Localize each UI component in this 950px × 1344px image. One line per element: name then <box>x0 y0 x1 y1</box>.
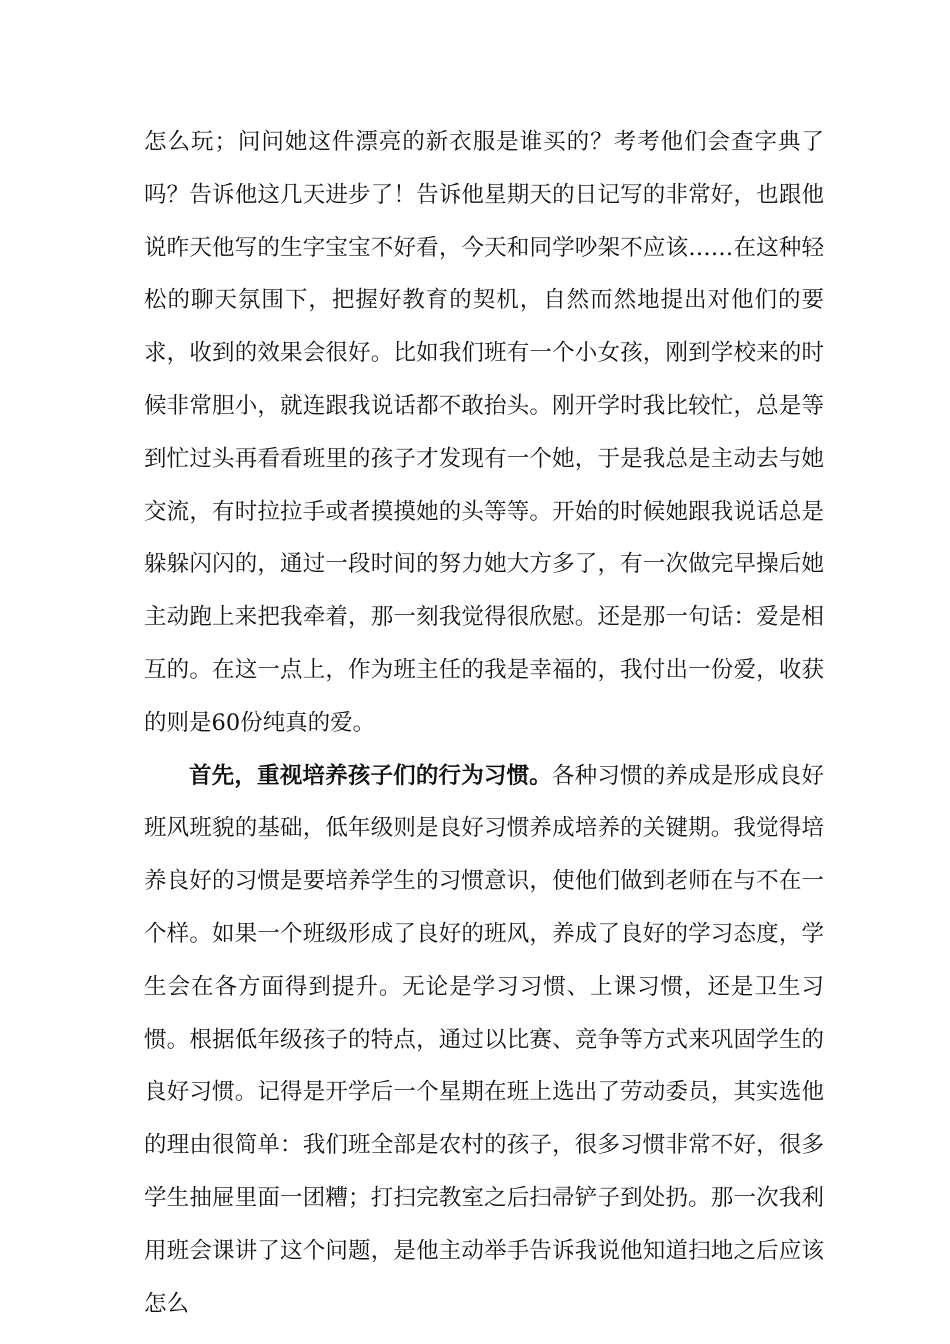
document-body <box>144 116 824 1330</box>
paragraph-2-text: 各种习惯的养成是形成良好班风班貌的基础，低年级则是良好习惯养成培养的关键期。我觉得培养良好的习惯是要培养学生的习惯意识，使他们做到老师在与不在一个样。如果一个班级形成了良好的班风，养成了良好的学习态度，学生会在各方面得到提升。无论是学习习惯、上课习惯，还是卫生习惯。根据低年级孩子的特点，通过以比赛、竞争等方式来巩固学生的良好习惯。记得是开学后一个星期在班上选出了劳动委员，其实选他的理由很简单：我们班全部是农村的孩子，很多习惯非常不好，很多学生抽屉里面一团糟；打扫完教室之后扫帚铲子到处扔。那一次我利用班会课讲了这个问题，是他主动举手告诉我说他知道扫地之后应该怎么 <box>144 762 824 1317</box>
paragraph-2 <box>144 750 824 1331</box>
paragraph-2-bold-lead: 首先，重视培养孩子们的行为习惯。 <box>189 762 552 789</box>
paragraph-1-text: 怎么玩；问问她这件漂亮的新衣服是谁买的？考考他们会查字典了吗？告诉他这几天进步了！告诉他星期天的日记写的非常好，也跟他说昨天他写的生字宝宝不好看，今天和同学吵架不应该……在这种轻松的聊天氛围下，把握好教育的契机，自然而然地提出对他们的要求，收到的效果会很好。比如我们班有一个小女孩，刚到学校来的时候非常胆小，就连跟我说话都不敢抬头。刚开学时我比较忙，总是等到忙过头再看看班里的孩子才发现有一个她，于是我总是主动去与她交流，有时拉拉手或者摸摸她的头等等。开始的时候她跟我说话总是躲躲闪闪的，通过一段时间的努力她大方多了，有一次做完早操后她主动跑上来把我牵着，那一刻我觉得很欣慰。还是那一句话：爱是相互的。在这一点上，作为班主任的我是幸福的，我付出一份爱，收获的则是60份纯真的爱。 <box>144 129 824 736</box>
paragraph-1 <box>144 116 824 750</box>
